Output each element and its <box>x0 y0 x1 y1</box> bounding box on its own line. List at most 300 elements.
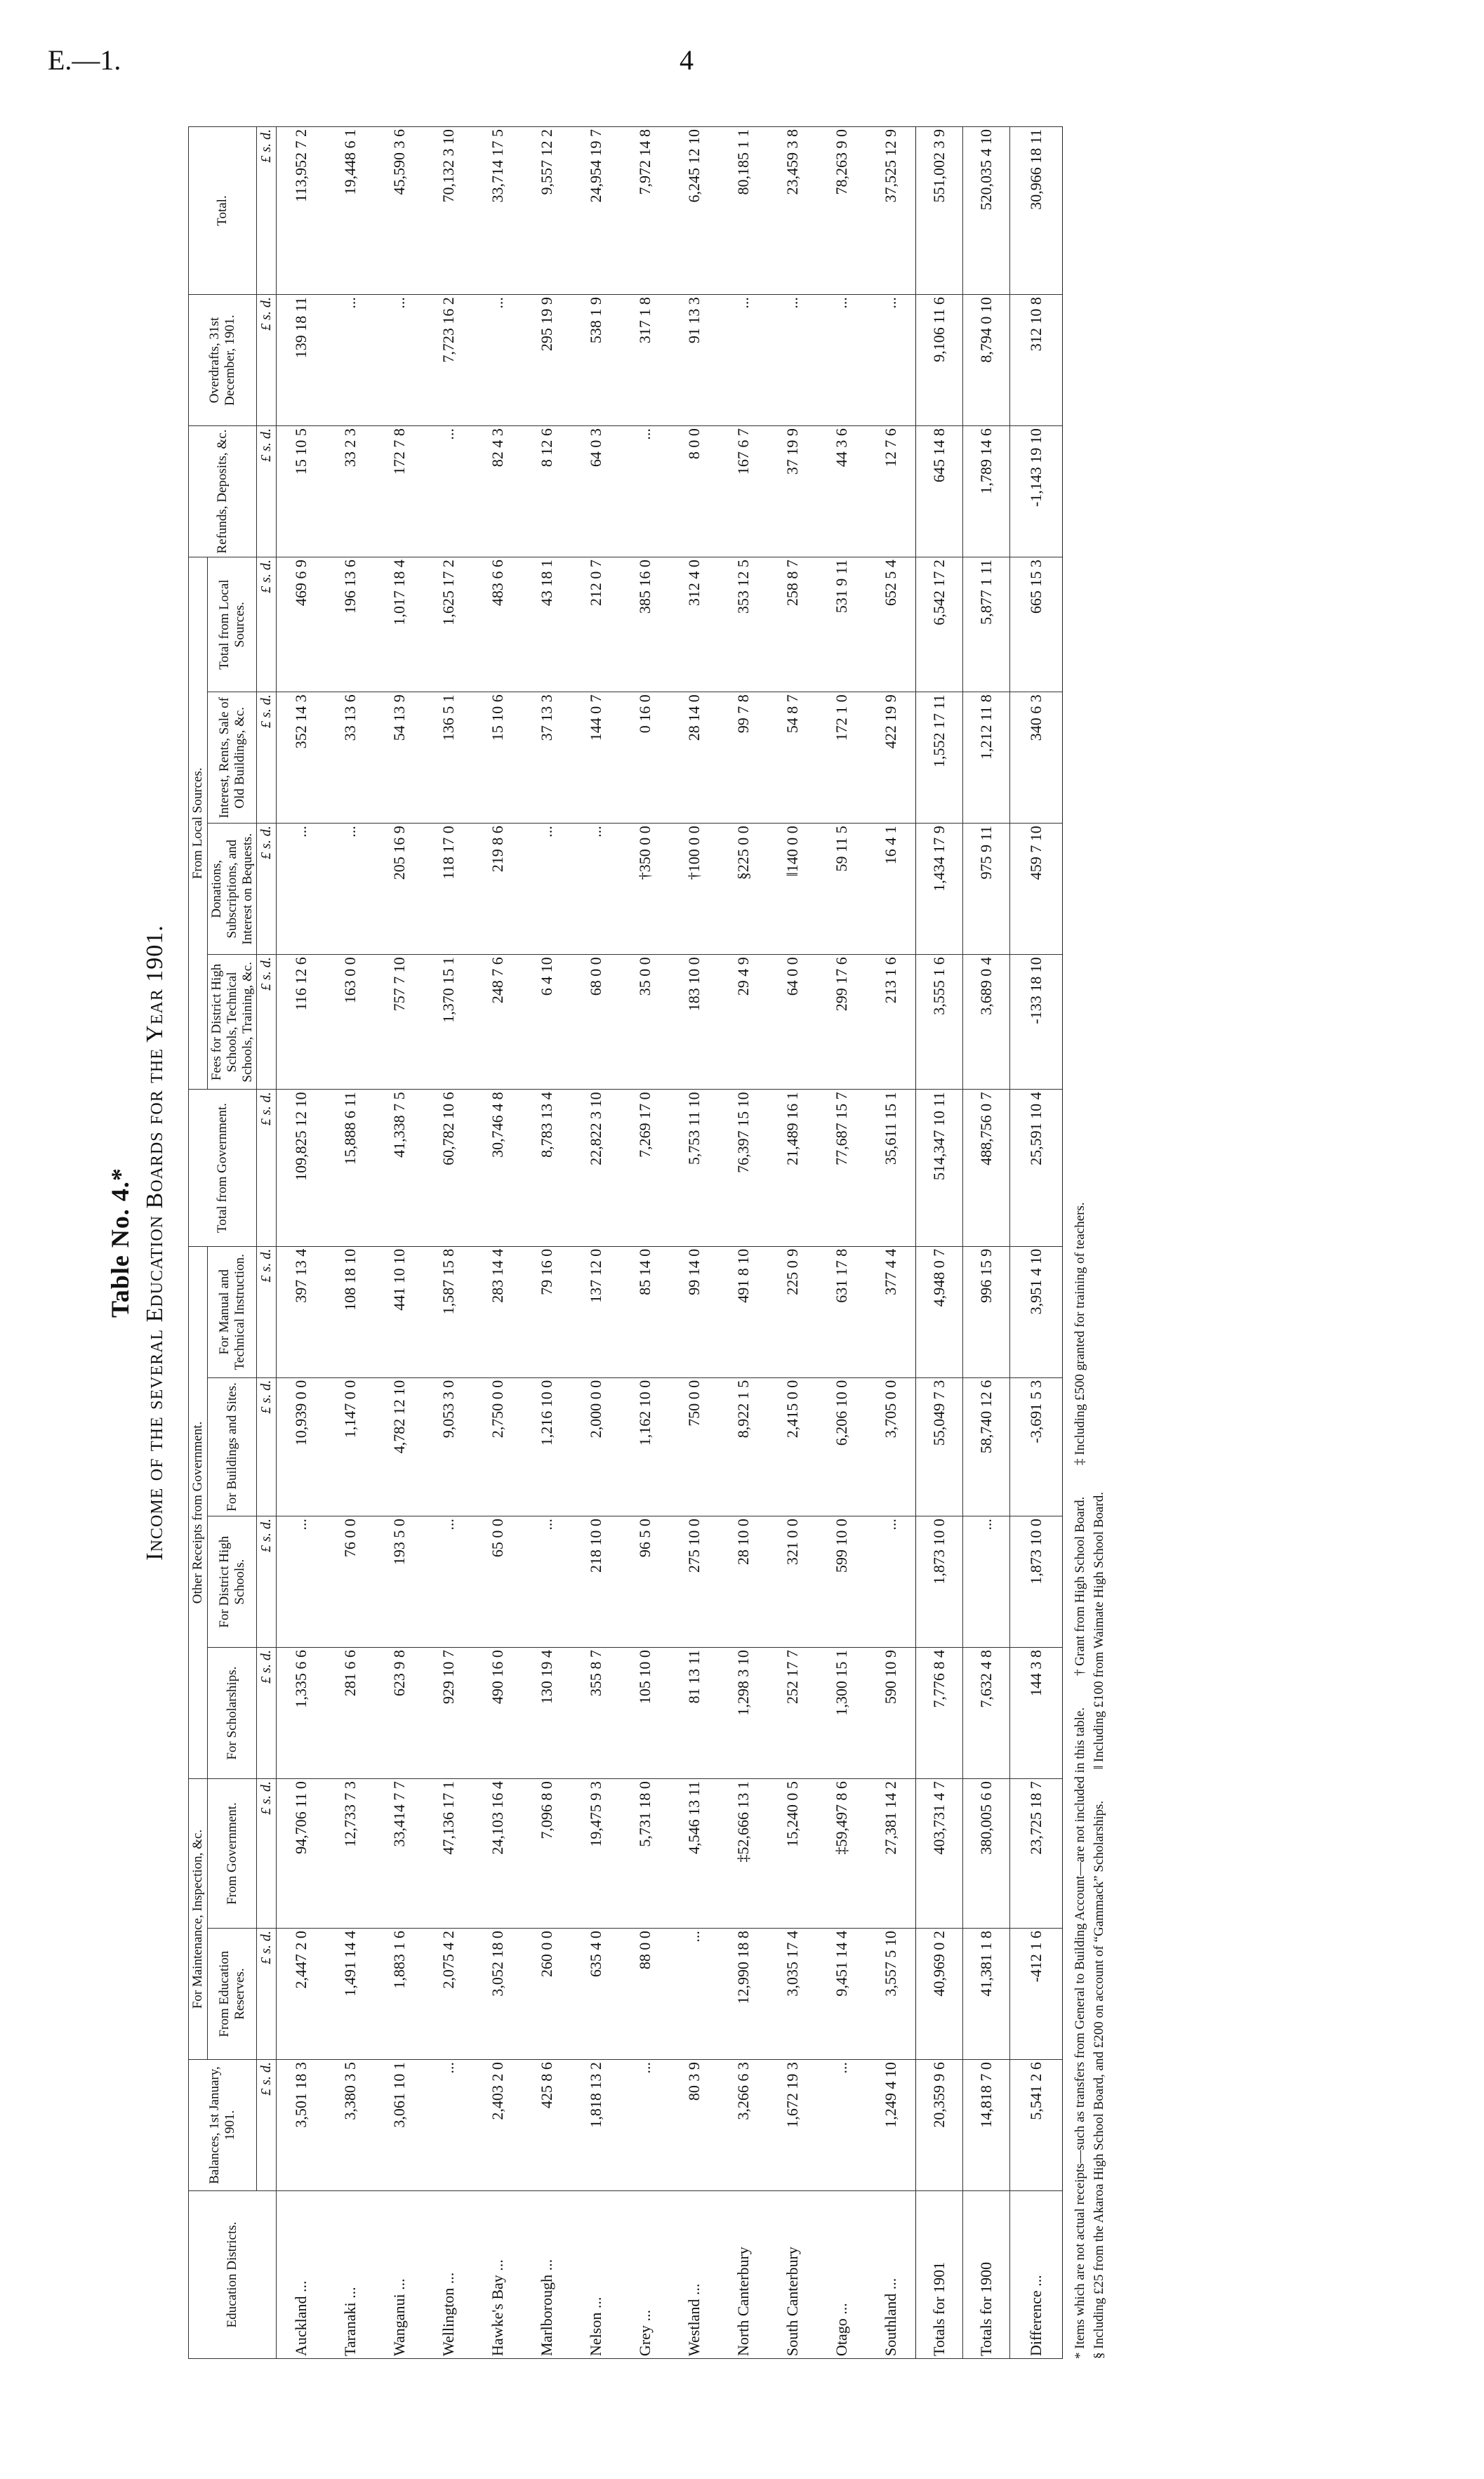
amount-cell: ‖140 0 0 <box>768 824 817 955</box>
amount-cell: 441 10 10 <box>375 1246 424 1377</box>
amount-cell: ... <box>621 2060 670 2191</box>
col-manual: For Manual and Technical Instruction. <box>207 1246 257 1377</box>
amount-cell: 6,206 10 0 <box>817 1377 866 1516</box>
amount-cell: ... <box>473 295 522 426</box>
amount-cell: ... <box>866 1516 916 1648</box>
units-label: £ s. d. <box>257 295 277 426</box>
amount-cell: 20,359 9 6 <box>916 2060 963 2191</box>
page-number: 4 <box>680 44 694 76</box>
amount-cell: 260 0 0 <box>522 1929 571 2060</box>
amount-cell: 645 14 8 <box>916 426 963 557</box>
table-body <box>277 127 1063 2359</box>
amount-cell: 64 0 3 <box>571 426 621 557</box>
amount-cell: 1,883 1 6 <box>375 1929 424 2060</box>
amount-cell: 283 14 4 <box>473 1246 522 1377</box>
amount-cell: 623 9 8 <box>375 1648 424 1779</box>
amount-cell: 113,952 7 2 <box>277 127 326 295</box>
amount-cell: 2,415 0 0 <box>768 1377 817 1516</box>
amount-cell: 22,822 3 10 <box>571 1090 621 1246</box>
col-high-schools: For District High Schools. <box>207 1516 257 1648</box>
amount-cell: 7,972 14 8 <box>621 127 670 295</box>
amount-cell: ... <box>571 824 621 955</box>
amount-cell: 144 3 8 <box>1010 1648 1063 1779</box>
amount-cell: 3,557 5 10 <box>866 1929 916 2060</box>
amount-cell: 355 8 7 <box>571 1648 621 1779</box>
amount-cell: 15 10 6 <box>473 692 522 824</box>
amount-cell: 68 0 0 <box>571 955 621 1090</box>
amount-cell: 77,687 15 7 <box>817 1090 866 1246</box>
amount-cell: 6,542 17 2 <box>916 557 963 692</box>
amount-cell: 30,966 18 11 <box>1010 127 1063 295</box>
amount-cell: 19,475 9 3 <box>571 1779 621 1929</box>
amount-cell: 340 6 3 <box>1010 692 1063 824</box>
amount-cell: 9,053 3 0 <box>424 1377 473 1516</box>
amount-cell: -412 1 6 <box>1010 1929 1063 2060</box>
amount-cell: 21,489 16 1 <box>768 1090 817 1246</box>
amount-cell: 377 4 4 <box>866 1246 916 1377</box>
amount-cell: 3,555 1 6 <box>916 955 963 1090</box>
amount-cell: 12,990 18 8 <box>719 1929 768 2060</box>
amount-cell: 258 8 7 <box>768 557 817 692</box>
amount-cell: 81 13 11 <box>670 1648 719 1779</box>
amount-cell: ... <box>817 295 866 426</box>
amount-cell: ... <box>424 2060 473 2191</box>
district-name: Totals for 1901 <box>916 2191 963 2359</box>
amount-cell: 4,948 0 7 <box>916 1246 963 1377</box>
amount-cell: 5,877 1 11 <box>963 557 1010 692</box>
amount-cell: 28 10 0 <box>719 1516 768 1648</box>
amount-cell: 3,380 3 5 <box>326 2060 375 2191</box>
table-row <box>817 127 866 2359</box>
amount-cell: 8 0 0 <box>670 426 719 557</box>
district-name: Southland ... <box>866 2191 916 2359</box>
amount-cell: 55,049 7 3 <box>916 1377 963 1516</box>
amount-cell: 116 12 6 <box>277 955 326 1090</box>
amount-cell: 312 4 0 <box>670 557 719 692</box>
amount-cell: 275 10 0 <box>670 1516 719 1648</box>
group-other: Other Receipts from Government. <box>189 1246 208 1778</box>
amount-cell: 4,782 12 10 <box>375 1377 424 1516</box>
amount-cell: 30,746 4 8 <box>473 1090 522 1246</box>
header-units-row <box>257 127 277 2359</box>
amount-cell: -1,143 19 10 <box>1010 426 1063 557</box>
amount-cell: 108 18 10 <box>326 1246 375 1377</box>
amount-cell: 531 9 11 <box>817 557 866 692</box>
amount-cell: 65 0 0 <box>473 1516 522 1648</box>
amount-cell: 41,381 1 8 <box>963 1929 1010 2060</box>
amount-cell: 0 16 0 <box>621 692 670 824</box>
amount-cell: 79 16 0 <box>522 1246 571 1377</box>
amount-cell: 5,753 11 10 <box>670 1090 719 1246</box>
amount-cell: ... <box>424 426 473 557</box>
table-row <box>768 127 817 2359</box>
units-label: £ s. d. <box>257 1516 277 1648</box>
amount-cell: 139 18 11 <box>277 295 326 426</box>
amount-cell: 385 16 0 <box>621 557 670 692</box>
amount-cell: 37 13 3 <box>522 692 571 824</box>
amount-cell: 3,035 17 4 <box>768 1929 817 2060</box>
amount-cell: 27,381 14 2 <box>866 1779 916 1929</box>
amount-cell: 80,185 1 1 <box>719 127 768 295</box>
district-name: Wanganui ... <box>375 2191 424 2359</box>
amount-cell: 99 7 8 <box>719 692 768 824</box>
amount-cell: 3,689 0 4 <box>963 955 1010 1090</box>
amount-cell: 218 10 0 <box>571 1516 621 1648</box>
table-row <box>522 127 571 2359</box>
footnote-ddagger: ‡ Including £500 granted for training of teachers. <box>1073 1202 1088 1465</box>
totals-row <box>916 127 963 2359</box>
amount-cell: †100 0 0 <box>670 824 719 955</box>
amount-cell: 3,951 4 10 <box>1010 1246 1063 1377</box>
amount-cell: 1,625 17 2 <box>424 557 473 692</box>
amount-cell: 23,725 18 7 <box>1010 1779 1063 1929</box>
amount-cell: 28 14 0 <box>670 692 719 824</box>
amount-cell: †350 0 0 <box>621 824 670 955</box>
amount-cell: 8 12 6 <box>522 426 571 557</box>
amount-cell: 70,132 3 10 <box>424 127 473 295</box>
units-label: £ s. d. <box>257 1929 277 2060</box>
footnote-dagger: † Grant from High School Board. <box>1073 1496 1088 1677</box>
amount-cell: 352 14 3 <box>277 692 326 824</box>
amount-cell: 2,403 2 0 <box>473 2060 522 2191</box>
amount-cell: 40,969 0 2 <box>916 1929 963 2060</box>
units-label: £ s. d. <box>257 1246 277 1377</box>
amount-cell: 33,414 7 7 <box>375 1779 424 1929</box>
amount-cell: 12 7 6 <box>866 426 916 557</box>
amount-cell: 353 12 5 <box>719 557 768 692</box>
amount-cell: ... <box>817 2060 866 2191</box>
amount-cell: 10,939 0 0 <box>277 1377 326 1516</box>
amount-cell: 96 5 0 <box>621 1516 670 1648</box>
amount-cell: 975 9 11 <box>963 824 1010 955</box>
amount-cell: 1,789 14 6 <box>963 426 1010 557</box>
amount-cell: ... <box>963 1516 1010 1648</box>
units-label: £ s. d. <box>257 2060 277 2191</box>
col-overdrafts: Overdrafts, 31st December, 1901. <box>189 295 257 426</box>
table-row <box>473 127 522 2359</box>
col-total-local: Total from Local Sources. <box>207 557 257 692</box>
amount-cell: 183 10 0 <box>670 955 719 1090</box>
amount-cell: 422 19 9 <box>866 692 916 824</box>
amount-cell: 118 17 0 <box>424 824 473 955</box>
amount-cell: ... <box>670 1929 719 2060</box>
amount-cell: ... <box>277 824 326 955</box>
amount-cell: 5,541 2 6 <box>1010 2060 1063 2191</box>
amount-cell: 33 13 6 <box>326 692 375 824</box>
amount-cell: 1,216 10 0 <box>522 1377 571 1516</box>
col-reserves: From Education Reserves. <box>207 1929 257 2060</box>
table-row <box>866 127 916 2359</box>
amount-cell: 205 16 9 <box>375 824 424 955</box>
amount-cell: 1,249 4 10 <box>866 2060 916 2191</box>
amount-cell: ... <box>768 295 817 426</box>
amount-cell: 85 14 0 <box>621 1246 670 1377</box>
table-row <box>277 127 326 2359</box>
amount-cell: 488,756 0 7 <box>963 1090 1010 1246</box>
amount-cell: 1,162 10 0 <box>621 1377 670 1516</box>
amount-cell: 635 4 0 <box>571 1929 621 2060</box>
units-label: £ s. d. <box>257 1090 277 1246</box>
amount-cell: 91 13 3 <box>670 295 719 426</box>
amount-cell: 219 8 6 <box>473 824 522 955</box>
col-balances: Balances, 1st January, 1901. <box>189 2060 257 2191</box>
amount-cell: 1,212 11 8 <box>963 692 1010 824</box>
amount-cell: 24,954 19 7 <box>571 127 621 295</box>
amount-cell: 248 7 6 <box>473 955 522 1090</box>
amount-cell: 76 0 0 <box>326 1516 375 1648</box>
amount-cell: 60,782 10 6 <box>424 1090 473 1246</box>
district-name: South Canterbury <box>768 2191 817 2359</box>
table-row <box>670 127 719 2359</box>
group-local: From Local Sources. <box>189 557 208 1090</box>
amount-cell: 1,873 10 0 <box>916 1516 963 1648</box>
district-name: Auckland ... <box>277 2191 326 2359</box>
amount-cell: ‡52,666 13 1 <box>719 1779 768 1929</box>
amount-cell: 8,794 0 10 <box>963 295 1010 426</box>
amount-cell: 41,338 7 5 <box>375 1090 424 1246</box>
amount-cell: 652 5 4 <box>866 557 916 692</box>
units-label: £ s. d. <box>257 426 277 557</box>
amount-cell: 76,397 15 10 <box>719 1090 768 1246</box>
district-name: Taranaki ... <box>326 2191 375 2359</box>
amount-cell: 1,672 19 3 <box>768 2060 817 2191</box>
amount-cell: 520,035 4 10 <box>963 127 1010 295</box>
col-fees: Fees for District High Schools, Technical Schools, Training, &c. <box>207 955 257 1090</box>
district-name: Difference ... <box>1010 2191 1063 2359</box>
amount-cell: 299 17 6 <box>817 955 866 1090</box>
amount-cell: 163 0 0 <box>326 955 375 1090</box>
amount-cell: 9,106 11 6 <box>916 295 963 426</box>
amount-cell: 590 10 9 <box>866 1648 916 1779</box>
amount-cell: 1,434 17 9 <box>916 824 963 955</box>
col-scholarships: For Scholarships. <box>207 1648 257 1779</box>
amount-cell: 43 18 1 <box>522 557 571 692</box>
amount-cell: 44 3 6 <box>817 426 866 557</box>
amount-cell: 469 6 9 <box>277 557 326 692</box>
amount-cell: 15,240 0 5 <box>768 1779 817 1929</box>
col-total-gov: Total from Government. <box>189 1090 257 1246</box>
amount-cell: 599 10 0 <box>817 1516 866 1648</box>
amount-cell: ... <box>866 295 916 426</box>
amount-cell: ... <box>719 295 768 426</box>
amount-cell: 54 8 7 <box>768 692 817 824</box>
amount-cell: 80 3 9 <box>670 2060 719 2191</box>
units-label: £ s. d. <box>257 1377 277 1516</box>
amount-cell: 750 0 0 <box>670 1377 719 1516</box>
rotated-table-page <box>98 126 1257 2359</box>
amount-cell: ... <box>326 824 375 955</box>
amount-cell: 167 6 7 <box>719 426 768 557</box>
units-label: £ s. d. <box>257 955 277 1090</box>
col-buildings: For Buildings and Sites. <box>207 1377 257 1516</box>
amount-cell: ... <box>277 1516 326 1648</box>
amount-cell: 212 0 7 <box>571 557 621 692</box>
amount-cell: 7,096 8 0 <box>522 1779 571 1929</box>
amount-cell: 7,723 16 2 <box>424 295 473 426</box>
amount-cell: 1,587 15 8 <box>424 1246 473 1377</box>
amount-cell: 23,459 3 8 <box>768 127 817 295</box>
amount-cell: 631 17 8 <box>817 1246 866 1377</box>
amount-cell: 3,705 0 0 <box>866 1377 916 1516</box>
amount-cell: 88 0 0 <box>621 1929 670 2060</box>
amount-cell: 6,245 12 10 <box>670 127 719 295</box>
table-row <box>621 127 670 2359</box>
district-name: Hawke's Bay ... <box>473 2191 522 2359</box>
amount-cell: 490 16 0 <box>473 1648 522 1779</box>
amount-cell: 1,147 0 0 <box>326 1377 375 1516</box>
amount-cell: 130 19 4 <box>522 1648 571 1779</box>
difference-row <box>1010 127 1063 2359</box>
group-maintenance: For Maintenance, Inspection, &c. <box>189 1779 208 2060</box>
amount-cell: 9,451 14 4 <box>817 1929 866 2060</box>
amount-cell: 136 5 1 <box>424 692 473 824</box>
amount-cell: 281 6 6 <box>326 1648 375 1779</box>
units-label: £ s. d. <box>257 1648 277 1779</box>
amount-cell: 1,873 10 0 <box>1010 1516 1063 1648</box>
district-name: Nelson ... <box>571 2191 621 2359</box>
amount-cell: 54 13 9 <box>375 692 424 824</box>
amount-cell: 15,888 6 11 <box>326 1090 375 1246</box>
amount-cell: 3,266 6 3 <box>719 2060 768 2191</box>
amount-cell: 3,052 18 0 <box>473 1929 522 2060</box>
amount-cell: ... <box>522 824 571 955</box>
amount-cell: 58,740 12 6 <box>963 1377 1010 1516</box>
district-name: Totals for 1900 <box>963 2191 1010 2359</box>
amount-cell: 2,075 4 2 <box>424 1929 473 2060</box>
amount-cell: 33 2 3 <box>326 426 375 557</box>
amount-cell: 25,591 10 4 <box>1010 1090 1063 1246</box>
col-total: Total. <box>189 127 257 295</box>
income-table <box>188 126 1063 2359</box>
amount-cell: 483 6 6 <box>473 557 522 692</box>
amount-cell: 105 10 0 <box>621 1648 670 1779</box>
amount-cell: 37,525 12 9 <box>866 127 916 295</box>
col-refunds: Refunds, Deposits, &c. <box>189 426 257 557</box>
amount-cell: 7,632 4 8 <box>963 1648 1010 1779</box>
amount-cell: 45,590 3 6 <box>375 127 424 295</box>
amount-cell: 33,714 17 5 <box>473 127 522 295</box>
footnote-star: * Items which are not actual receipts—such as transfers from General to Building Account—are not included in this table. <box>1073 1707 1088 2359</box>
district-name: Marlborough ... <box>522 2191 571 2359</box>
amount-cell: 78,263 9 0 <box>817 127 866 295</box>
col-donations: Donations, Subscriptions, and Interest on Bequests. <box>207 824 257 955</box>
units-label: £ s. d. <box>257 127 277 295</box>
footnote-parallel: ‖ Including £100 from Waimate High School Board. <box>1091 1492 1106 1770</box>
amount-cell: 8,922 1 5 <box>719 1377 768 1516</box>
amount-cell: ... <box>326 295 375 426</box>
amount-cell: 3,501 18 3 <box>277 2060 326 2191</box>
amount-cell: 59 11 5 <box>817 824 866 955</box>
amount-cell: 929 10 7 <box>424 1648 473 1779</box>
amount-cell: 196 13 6 <box>326 557 375 692</box>
amount-cell: 491 8 10 <box>719 1246 768 1377</box>
amount-cell: 19,448 6 1 <box>326 127 375 295</box>
totals-row <box>963 127 1010 2359</box>
amount-cell: 665 15 3 <box>1010 557 1063 692</box>
amount-cell: 514,347 10 11 <box>916 1090 963 1246</box>
col-district: Education Districts. <box>189 2191 277 2359</box>
amount-cell: 35 0 0 <box>621 955 670 1090</box>
amount-cell: -3,691 5 3 <box>1010 1377 1063 1516</box>
amount-cell: 3,061 10 1 <box>375 2060 424 2191</box>
amount-cell: 380,005 6 0 <box>963 1779 1010 1929</box>
amount-cell: 2,750 0 0 <box>473 1377 522 1516</box>
district-name: Grey ... <box>621 2191 670 2359</box>
amount-cell: 12,733 7 3 <box>326 1779 375 1929</box>
amount-cell: 7,776 8 4 <box>916 1648 963 1779</box>
district-name: Westland ... <box>670 2191 719 2359</box>
amount-cell: 37 19 9 <box>768 426 817 557</box>
amount-cell: 213 1 6 <box>866 955 916 1090</box>
header-group-row <box>189 127 208 2359</box>
amount-cell: ... <box>375 295 424 426</box>
table-row <box>326 127 375 2359</box>
amount-cell: 1,818 13 2 <box>571 2060 621 2191</box>
units-label: £ s. d. <box>257 557 277 692</box>
table-subtitle: Income of the several Education Boards for the Year 1901. <box>142 925 168 1561</box>
amount-cell: 321 0 0 <box>768 1516 817 1648</box>
amount-cell: ... <box>522 1516 571 1648</box>
amount-cell: 35,611 15 1 <box>866 1090 916 1246</box>
amount-cell: ‡59,497 8 6 <box>817 1779 866 1929</box>
table-title: Table No. 4.* <box>106 1168 134 1318</box>
amount-cell: 459 7 10 <box>1010 824 1063 955</box>
table-row <box>571 127 621 2359</box>
amount-cell: 4,546 13 11 <box>670 1779 719 1929</box>
amount-cell: §225 0 0 <box>719 824 768 955</box>
amount-cell: 1,298 3 10 <box>719 1648 768 1779</box>
page-code: E.—1. <box>48 44 121 76</box>
amount-cell: 538 1 9 <box>571 295 621 426</box>
amount-cell: 1,017 18 4 <box>375 557 424 692</box>
amount-cell: 1,300 15 1 <box>817 1648 866 1779</box>
amount-cell: 295 19 9 <box>522 295 571 426</box>
amount-cell: 403,731 4 7 <box>916 1779 963 1929</box>
amount-cell: 225 0 9 <box>768 1246 817 1377</box>
col-interest: Interest, Rents, Sale of Old Buildings, &c. <box>207 692 257 824</box>
amount-cell: 64 0 0 <box>768 955 817 1090</box>
amount-cell: 172 7 8 <box>375 426 424 557</box>
amount-cell: ... <box>621 426 670 557</box>
table-row <box>375 127 424 2359</box>
amount-cell: 5,731 18 0 <box>621 1779 670 1929</box>
amount-cell: 1,552 17 11 <box>916 692 963 824</box>
amount-cell: 2,447 2 0 <box>277 1929 326 2060</box>
amount-cell: 193 5 0 <box>375 1516 424 1648</box>
amount-cell: 1,335 6 6 <box>277 1648 326 1779</box>
table-row <box>424 127 473 2359</box>
amount-cell: 7,269 17 0 <box>621 1090 670 1246</box>
amount-cell: 99 14 0 <box>670 1246 719 1377</box>
amount-cell: 137 12 0 <box>571 1246 621 1377</box>
amount-cell: 1,370 15 1 <box>424 955 473 1090</box>
amount-cell: 8,783 13 4 <box>522 1090 571 1246</box>
col-government: From Government. <box>207 1779 257 1929</box>
amount-cell: 312 10 8 <box>1010 295 1063 426</box>
amount-cell: 14,818 7 0 <box>963 2060 1010 2191</box>
amount-cell: 425 8 6 <box>522 2060 571 2191</box>
amount-cell: 172 1 0 <box>817 692 866 824</box>
units-label: £ s. d. <box>257 824 277 955</box>
amount-cell: 1,491 14 4 <box>326 1929 375 2060</box>
amount-cell: 397 13 4 <box>277 1246 326 1377</box>
amount-cell: 551,002 3 9 <box>916 127 963 295</box>
amount-cell: 82 4 3 <box>473 426 522 557</box>
units-label: £ s. d. <box>257 692 277 824</box>
table-row <box>719 127 768 2359</box>
amount-cell: ... <box>424 1516 473 1648</box>
amount-cell: 6 4 10 <box>522 955 571 1090</box>
